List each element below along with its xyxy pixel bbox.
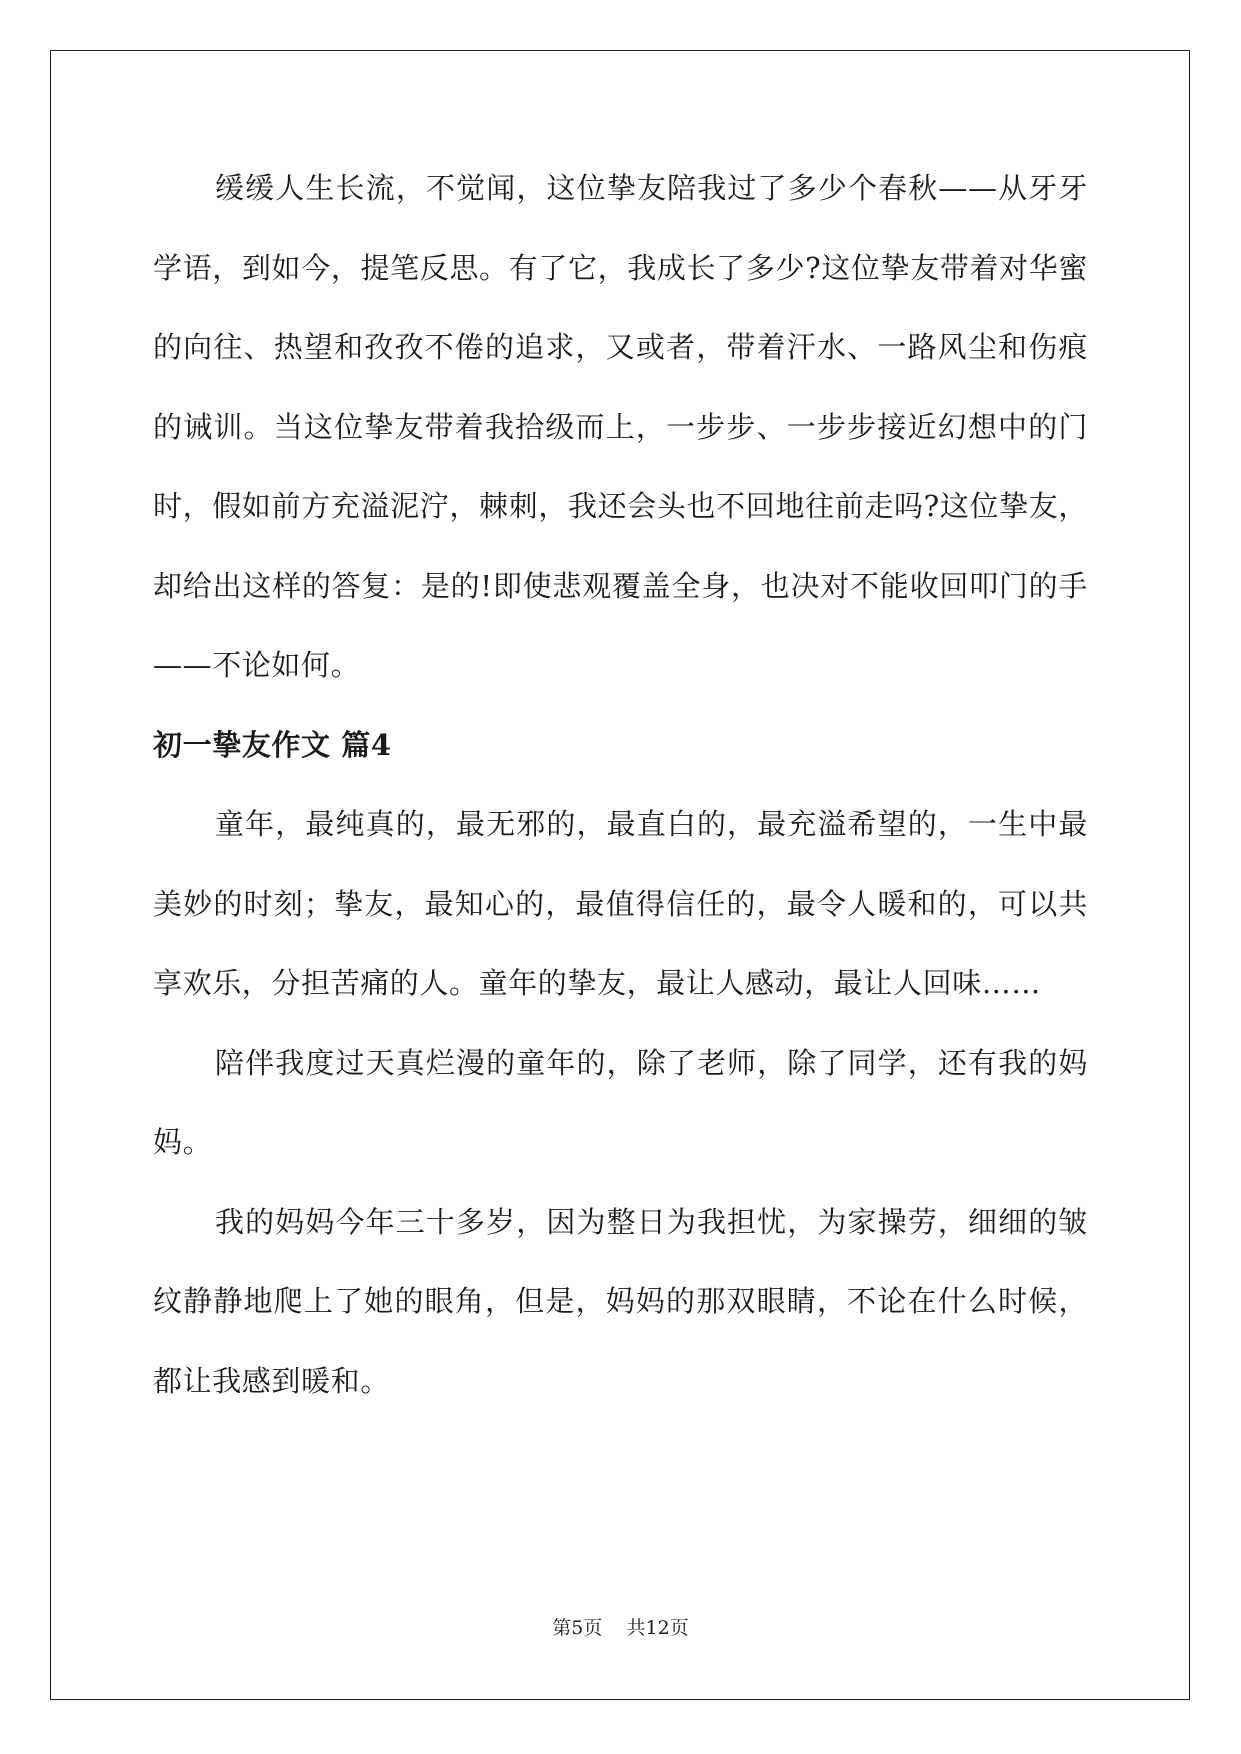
paragraph-friend-companion: 缓缓人生长流，不觉闻，这位挚友陪我过了多少个春秋——从牙牙学语，到如今，提笔反思。有了它，我成长了多少?这位挚友带着对华蜜的向往、热望和孜孜不倦的追求，又或者，带着汗水、一路风尘和伤痕的诫训。当这位挚友带着我拾级而上，一步步、一步步接近幻想中的门时，假如前方充溢泥泞，棘刺，我还会头也不回地往前走吗?这位挚友，却给出这样的答复：是的!即使悲观覆盖全身，也决对不能收回叩门的手——不论如何。 xyxy=(153,171,1088,682)
paragraph-mother-companion: 陪伴我度过天真烂漫的童年的，除了老师，除了同学，还有我的妈妈。 xyxy=(153,1045,1088,1159)
paragraph-mother-description: 我的妈妈今年三十多岁，因为整日为我担忧，为家操劳，细细的皱纹静静地爬上了她的眼角，但是，妈妈的那双眼睛，不论在什么时候，都让我感到暖和。 xyxy=(153,1204,1088,1398)
section-heading: 初一挚友作文 篇4 xyxy=(153,727,392,762)
document-body xyxy=(153,149,1088,1421)
page-number-footer: 第5页 共12页 xyxy=(552,1617,689,1639)
paragraph-childhood: 童年，最纯真的，最无邪的，最直白的，最充溢希望的，一生中最美妙的时刻；挚友，最知心的，最值得信任的，最令人暖和的，可以共享欢乐，分担苦痛的人。童年的挚友，最让人感动，最让人回味…… xyxy=(153,807,1088,1000)
